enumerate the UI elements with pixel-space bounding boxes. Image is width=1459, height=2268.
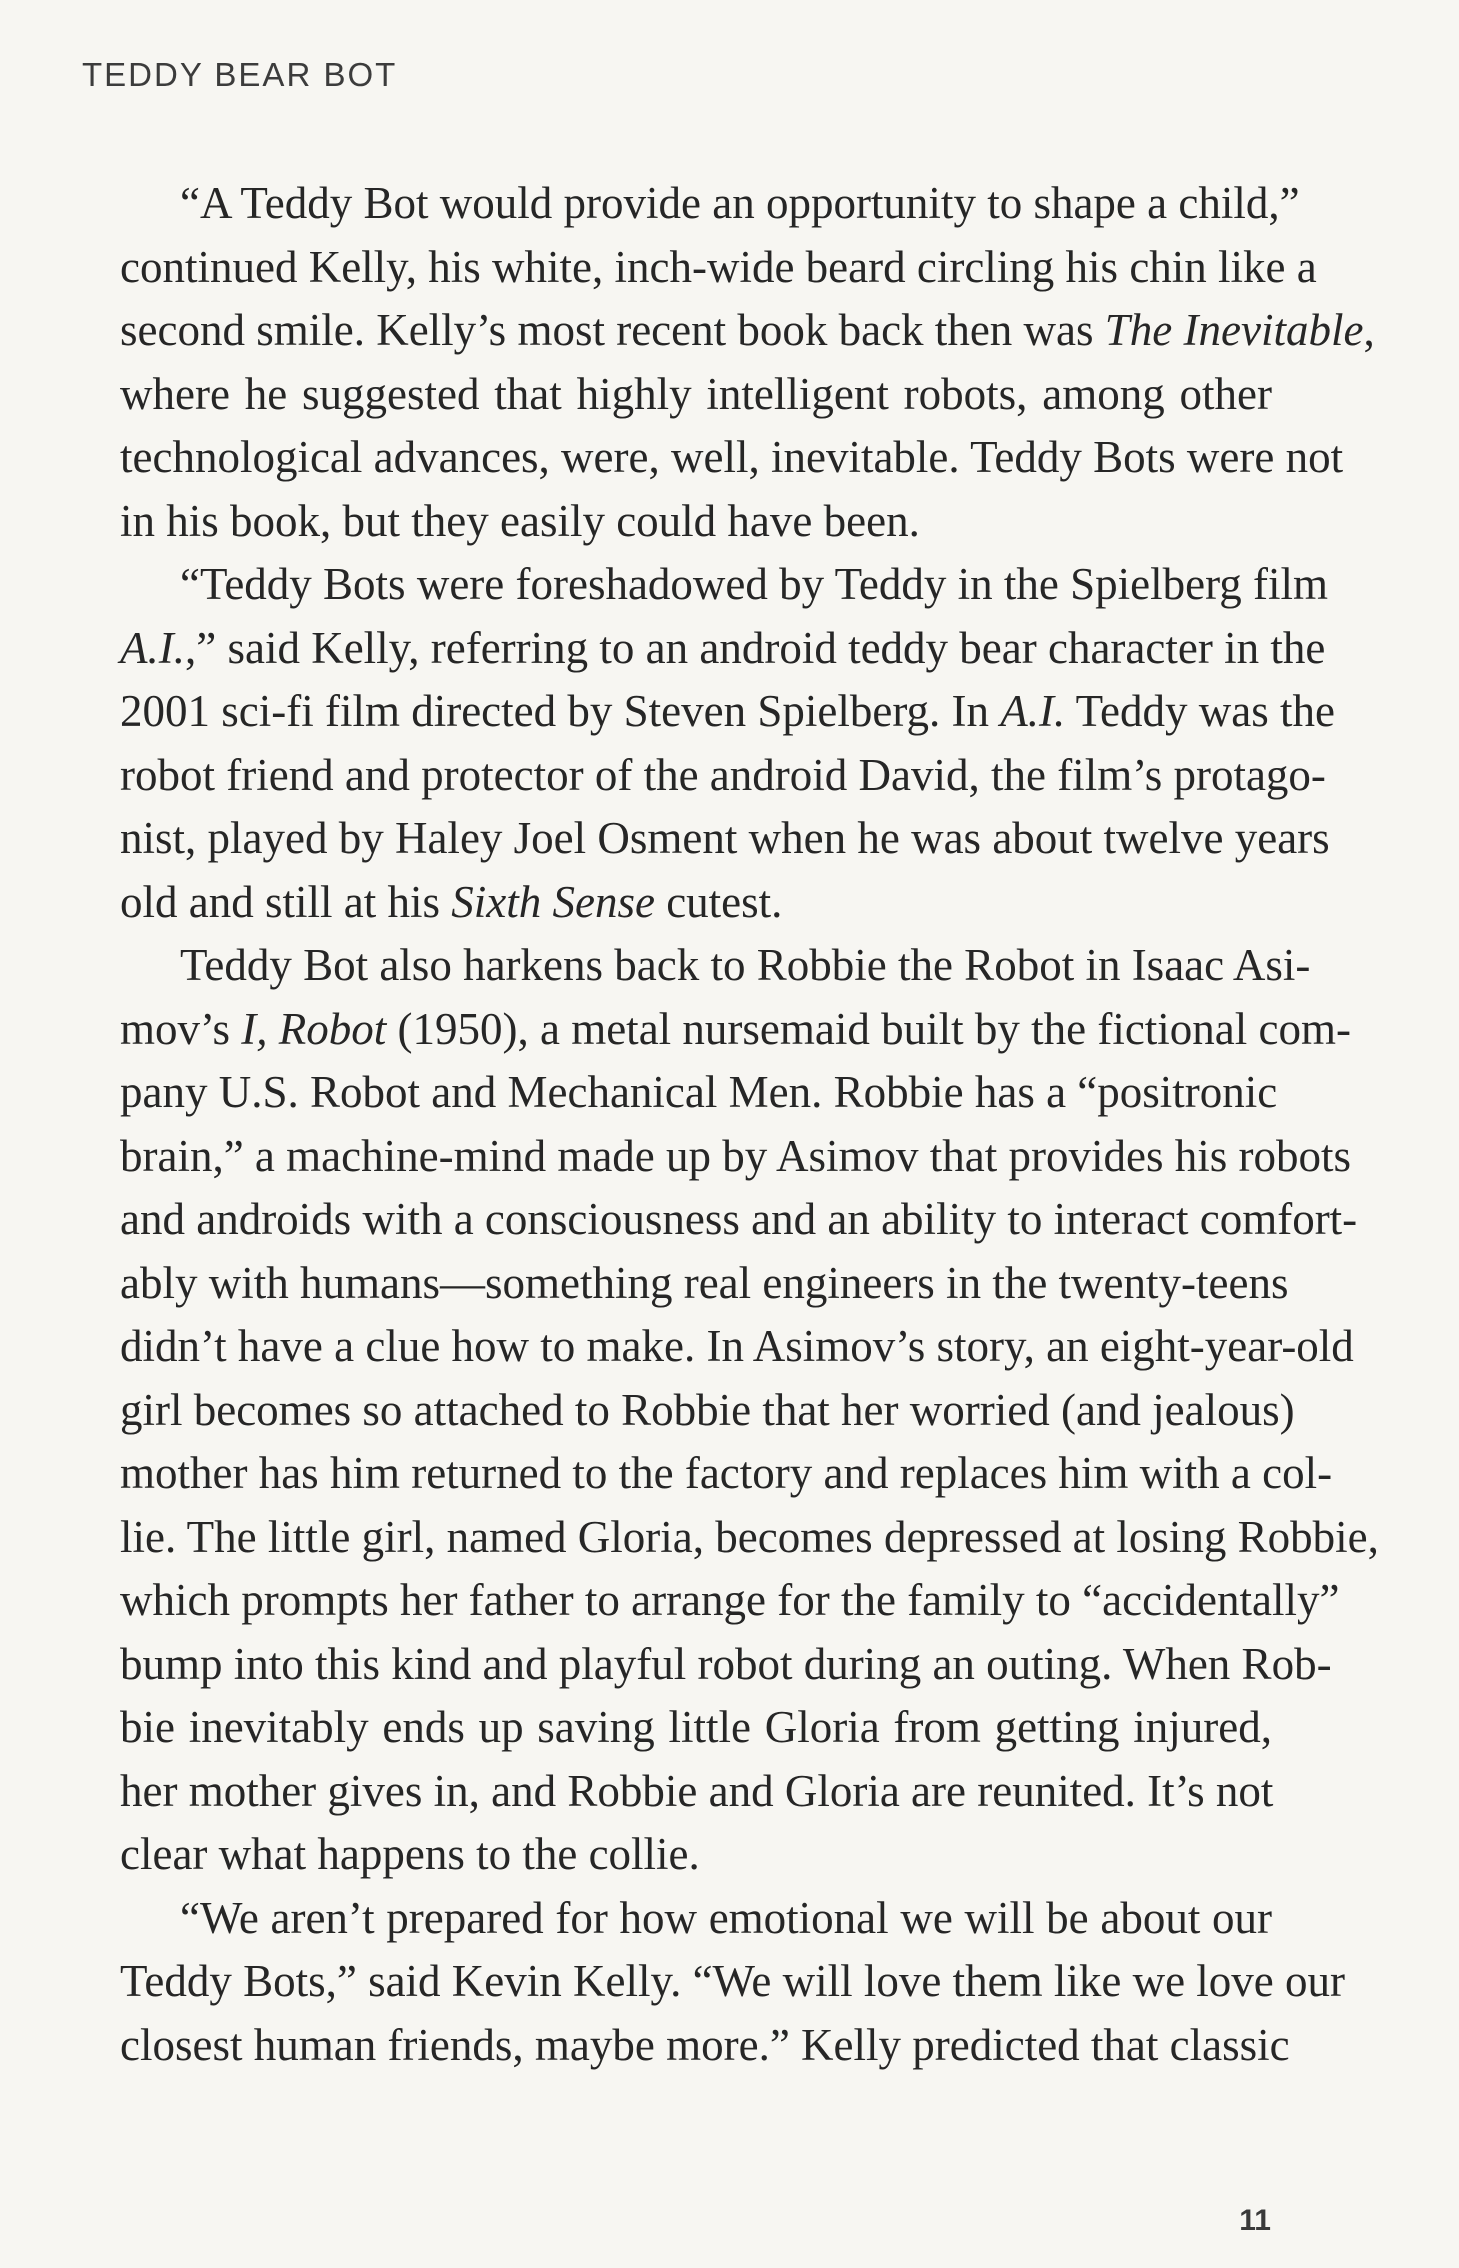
text-line xyxy=(120,1506,1379,1570)
text-line xyxy=(120,1252,1289,1316)
text-segment: girl becomes so attached to Robbie that her worried (and jealous) xyxy=(120,1384,1295,1435)
text-line xyxy=(120,807,1330,871)
text-segment: her mother gives in, and Robbie and Gloria are reunited. It’s not xyxy=(120,1765,1274,1816)
text-line xyxy=(120,1950,1346,2014)
text-segment: “We aren’t prepared for how emotional we will be about our xyxy=(180,1892,1272,1943)
text-line xyxy=(120,1633,1332,1697)
page-number: 11 xyxy=(1239,2204,1271,2237)
italic-text: A.I. xyxy=(1000,686,1066,736)
text-segment: pany U.S. Robot and Mechanical Men. Robbie has a “positronic xyxy=(120,1067,1278,1117)
text-segment: robot friend and protector of the android David, the film’s protago- xyxy=(120,749,1326,800)
text-line xyxy=(120,1442,1333,1506)
text-line xyxy=(120,871,1272,935)
text-segment: 2001 sci-fi film directed by Steven Spielberg. In xyxy=(120,686,1001,736)
text-segment: which prompts her father to arrange for the family to “accidentally” xyxy=(120,1575,1340,1625)
italic-text: The Inevitable xyxy=(1104,305,1364,355)
text-segment: ably with humans—something real engineers in the twenty-teens xyxy=(120,1257,1289,1308)
text-line xyxy=(120,1823,1272,1887)
text-line xyxy=(120,426,1344,490)
text-line xyxy=(120,1125,1352,1189)
text-segment: closest human friends, maybe more.” Kelly predicted that classic xyxy=(120,2019,1290,2070)
text-line xyxy=(120,490,1272,554)
text-segment: bie inevitably ends up saving little Gloria from getting injured, xyxy=(120,1702,1272,1752)
italic-text: Sixth Sense xyxy=(451,876,655,927)
italic-text: I, Robot xyxy=(241,1003,387,1054)
text-line xyxy=(120,2014,1290,2078)
text-segment: second smile. Kelly’s most recent book back then was xyxy=(120,305,1105,355)
text-segment: technological advances, were, well, inevitable. Teddy Bots were not xyxy=(120,432,1344,482)
text-segment: old and still at his xyxy=(120,876,452,927)
text-line xyxy=(120,1887,1272,1951)
text-segment: Teddy was the xyxy=(1065,686,1335,736)
text-line xyxy=(120,1188,1358,1252)
text-segment: , xyxy=(1363,305,1375,355)
text-line xyxy=(120,1061,1278,1125)
text-line xyxy=(120,1696,1272,1760)
text-line xyxy=(120,1569,1340,1633)
text-segment: mov’s xyxy=(120,1003,242,1054)
italic-text: A.I. xyxy=(120,622,185,673)
text-segment: brain,” a machine-mind made up by Asimov that provides his robots xyxy=(120,1130,1352,1181)
text-line xyxy=(120,1760,1272,1824)
text-line xyxy=(120,553,1329,617)
text-segment: (1950), a metal nursemaid built by the fictional com- xyxy=(386,1003,1351,1054)
text-line xyxy=(120,299,1375,363)
text-line xyxy=(120,363,1272,427)
text-segment: clear what happens to the collie. xyxy=(120,1829,700,1879)
text-segment: “A Teddy Bot would provide an opportunity to shape a child,” xyxy=(180,178,1300,228)
text-segment: nist, played by Haley Joel Osment when he was about twelve years xyxy=(120,813,1330,863)
text-segment: “Teddy Bots were foreshadowed by Teddy in the Spielberg film xyxy=(180,559,1329,609)
text-line xyxy=(120,1315,1354,1379)
text-line xyxy=(120,1379,1295,1443)
text-segment: didn’t have a clue how to make. In Asimov’s story, an eight-year-old xyxy=(120,1321,1354,1371)
text-segment: cutest. xyxy=(654,876,783,927)
text-segment: Teddy Bot also harkens back to Robbie the Robot in Isaac Asi- xyxy=(180,940,1311,990)
text-segment: bump into this kind and playful robot during an outing. When Rob- xyxy=(120,1638,1332,1689)
text-segment: lie. The little girl, named Gloria, becomes depressed at losing Robbie, xyxy=(120,1511,1379,1562)
text-segment: Teddy Bots,” said Kevin Kelly. “We will love them like we love our xyxy=(120,1956,1346,2006)
text-line xyxy=(120,680,1335,744)
text-segment: in his book, but they easily could have been. xyxy=(120,495,920,546)
text-line xyxy=(120,172,1300,236)
text-line xyxy=(120,934,1311,998)
text-line xyxy=(120,617,1326,681)
text-line xyxy=(120,998,1351,1062)
text-line xyxy=(120,236,1317,300)
body-text xyxy=(120,172,1379,2077)
running-head: TEDDY BEAR BOT xyxy=(82,56,398,93)
text-segment: and androids with a consciousness and an ability to interact comfort- xyxy=(120,1194,1358,1244)
text-segment: mother has him returned to the factory and replaces him with a col- xyxy=(120,1448,1333,1498)
text-segment: ,” said Kelly, referring to an android teddy bear character in the xyxy=(184,622,1326,673)
text-line xyxy=(120,744,1326,808)
text-segment: continued Kelly, his white, inch-wide beard circling his chin like a xyxy=(120,241,1317,292)
text-segment: where he suggested that highly intelligent robots, among other xyxy=(120,368,1272,419)
